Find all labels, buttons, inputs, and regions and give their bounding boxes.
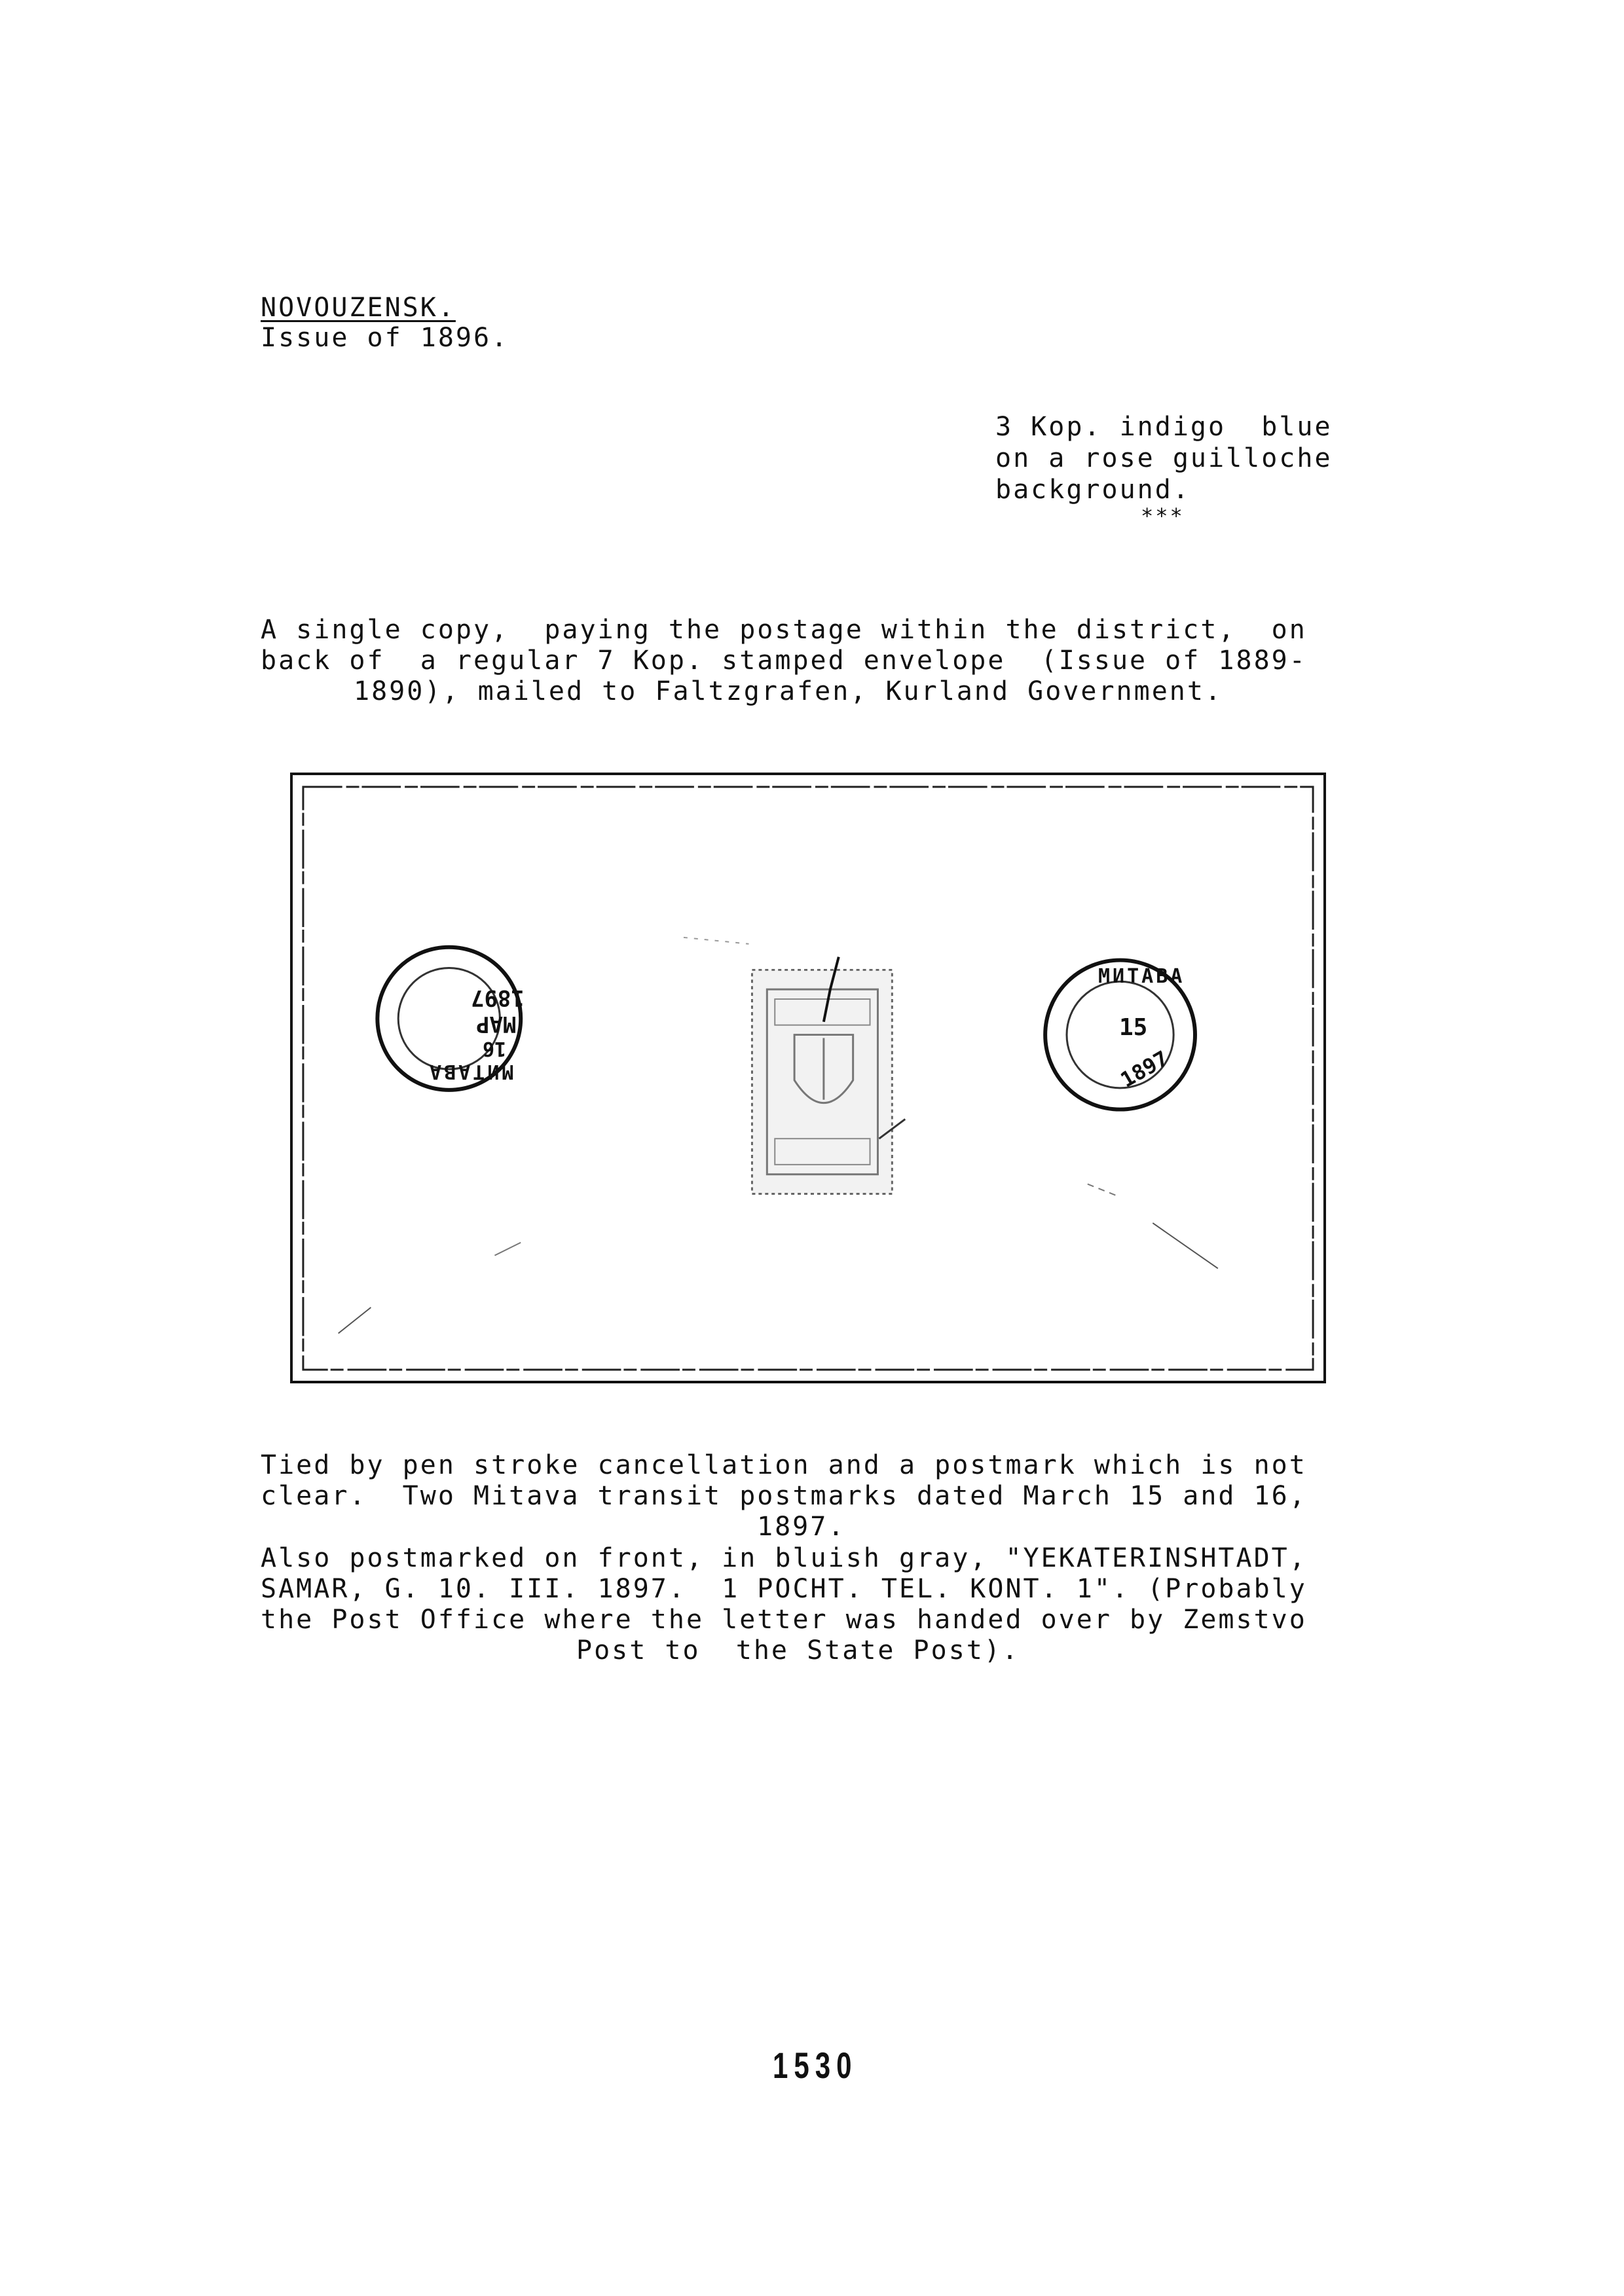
heading-place: NOVOUZENSK. xyxy=(261,293,456,323)
left-postmark-text: МИТАВА xyxy=(427,1060,514,1083)
right-postmark-day: 15 xyxy=(1119,1014,1148,1041)
intro-line-1: A single copy, paying the postage within the district, on xyxy=(261,615,1307,645)
notes-line-4: Also postmarked on front, in bluish gray, "YEKATERINSHTADT, xyxy=(261,1543,1307,1573)
page-number: 1530 xyxy=(773,2045,858,2086)
notes-line-7: Post to the State Post). xyxy=(576,1635,1020,1666)
envelope-photo xyxy=(290,773,1326,1383)
heading-issue: Issue of 1896. xyxy=(261,323,509,353)
right-postmark-year: 1897 xyxy=(1116,1046,1173,1093)
left-postmark-month: MAP xyxy=(476,1011,517,1037)
intro-line-3: 1890), mailed to Faltzgrafen, Kurland Government. xyxy=(354,676,1223,706)
notes-line-6: the Post Office where the letter was handed over by Zemstvo xyxy=(261,1605,1307,1635)
intro-line-2: back of a regular 7 Kop. stamped envelope (Issue of 1889- xyxy=(261,646,1307,676)
right-postmark-text: МИТАВА xyxy=(1098,965,1185,988)
stamp-description-line-3: background. xyxy=(995,475,1190,505)
stamp xyxy=(752,957,905,1194)
notes-line-3: 1897. xyxy=(757,1512,846,1542)
stamp-description-stars: *** xyxy=(1141,503,1185,528)
stamp-description-line-2: on a rose guilloche xyxy=(995,443,1333,473)
left-postmark-day: 16 xyxy=(483,1037,507,1060)
notes-line-1: Tied by pen stroke cancellation and a postmark which is not xyxy=(261,1450,1307,1480)
stamp-description-line-1: 3 Kop. indigo blue xyxy=(995,412,1333,442)
notes-line-5: SAMAR, G. 10. III. 1897. 1 POCHT. TEL. KONT. 1". (Probably xyxy=(261,1574,1307,1604)
left-postmark-year: 1897 xyxy=(471,985,525,1011)
notes-line-2: clear. Two Mitava transit postmarks dated March 15 and 16, xyxy=(261,1481,1307,1511)
